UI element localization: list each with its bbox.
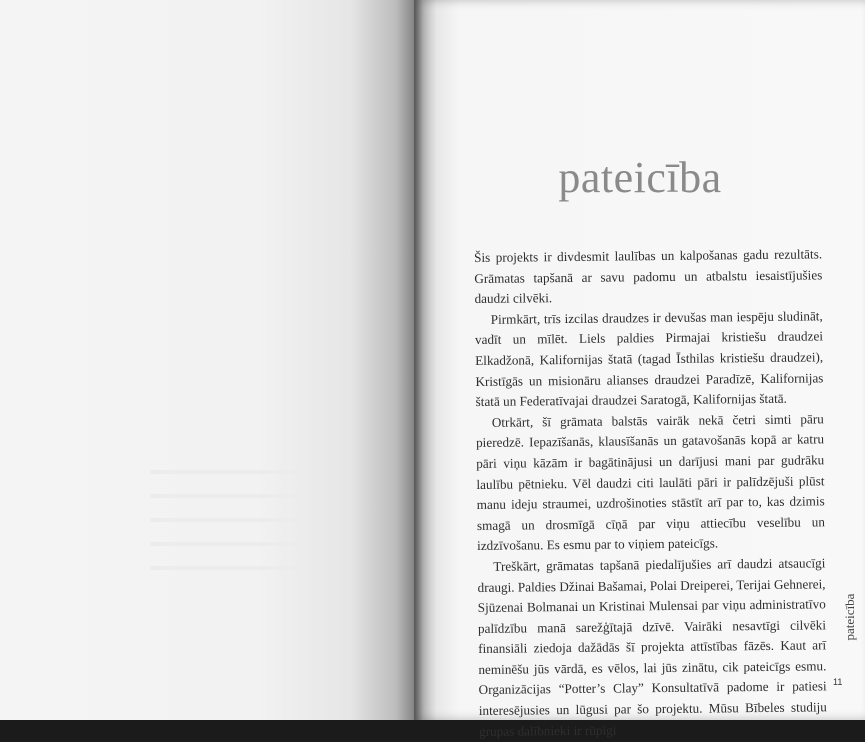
- page-number: 11: [833, 677, 843, 687]
- chapter-title: pateicība: [558, 153, 722, 202]
- paragraph: Otrkārt, šī grāmata balstās vairāk nekā četri simti pāru pieredzē. Iepazīšanās, klausīšanās un gatavošanās kopā ar katru pāri viņu kāzām ir bagātinājusi un darījusi mani par gudrāku laulību pētnieku. Vēl daudzi citi laulāti pāri ir palīdzējuši plūst manu ideju straumei, uzdrošinoties stāstīt arī par to, kas dzimis smagā un drosmīgā cīņā par viņu attiecību veselību un izdzīvošanu. Es esmu par to viņiem pateicīgs.: [475, 411, 825, 554]
- paragraph: Pirmkārt, trīs izcilas draudzes ir devušas man iespēju sludināt, vadīt un mīlēt. Liels paldies Pirmajai kristiešu draudzei Elkadžonā, Kalifornijas štatā (tagad Īsthilas kristiešu draudzei), Kristīgās un misionāru alianses draudzei Paradīzē, Kalifornijas štatā un Federatīvajai draudzei Saratogā, Kalifornijas štatā.: [474, 308, 824, 410]
- left-page: [0, 0, 426, 720]
- paragraph: Šis projekts ir divdesmit laulības un kalpošanas gadu rezultāts. Grāmatas tapšanā ar savu padomu un atbalstu iesaistījušies daudzi cilvēki.: [474, 246, 823, 307]
- body-text: [474, 244, 827, 742]
- show-through-text: [150, 470, 300, 590]
- running-head: pateicība: [842, 593, 857, 641]
- paragraph: Treškārt, grāmatas tapšanā piedalījušies arī daudzi atsaucīgi draugi. Paldies Džinai Bašamai, Polai Dreiperei, Terijai Gehnerei, Sjūzenai Bolmanai un Kristinai Mulensai par viņu administratīvo palīdzību manā sarežģītajā dzīvē. Vairāki nesavtīgi cilvēki finansiāli ziedoja dažādās šī projekta attīstības fāzēs. Kaut arī neminēšu jūs vārdā, es vēlos, lai jūs zinātu, cik pateicīgs esmu. Organizācijas “Potter’s Clay” Konsultatīvā padome ir patiesi interesējusies un lūgusi par šo projektu. Mūsu Bībeles studiju grupas dalībnieki ir rūpīgi: [477, 555, 827, 739]
